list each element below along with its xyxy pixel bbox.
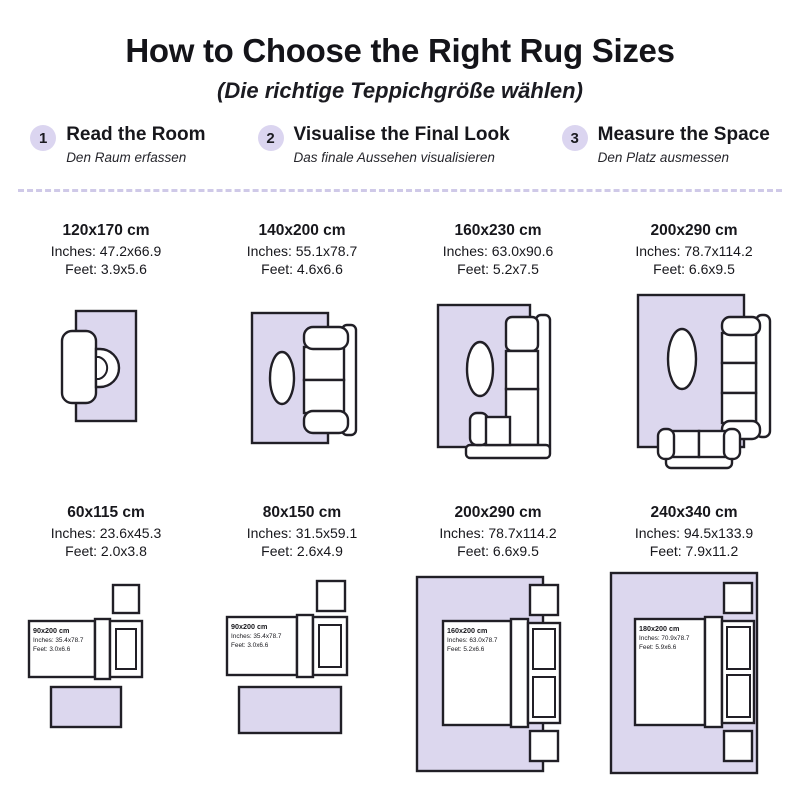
inches-label: Inches: 47.2x66.9 (50, 243, 162, 259)
step-sublabel: Den Raum erfassen (66, 150, 187, 165)
dashed-divider (18, 189, 782, 192)
bed-size-label: 160x200 cm (447, 625, 488, 635)
steps-row (0, 124, 800, 165)
sofa-icon (304, 325, 356, 435)
feet-label: Feet: 6.6x9.5 (457, 543, 539, 560)
step-label: Measure the Space (597, 124, 770, 145)
size-cm-label: 200x290 cm (650, 222, 738, 239)
rug-diagram-60x115 (21, 569, 191, 779)
size-cm-label: 160x230 cm (454, 222, 542, 239)
inches-label: Inches: 23.6x45.3 (50, 524, 162, 541)
pillow-icon (319, 625, 341, 667)
page-title: How to Choose the Right Rug Sizes (125, 32, 675, 69)
size-cm-label: 240x340 cm (650, 503, 738, 521)
inches-label: Inches: 78.7x114.2 (439, 524, 557, 541)
rug-size-grid (8, 222, 792, 784)
bed-feet-label: Feet: 3.0x6.6 (231, 641, 269, 649)
nightstand-icon (530, 731, 558, 761)
bed-icon (443, 619, 560, 727)
bed-inches-label: Inches: 35.4x78.7 (33, 636, 84, 644)
nightstand-icon (724, 583, 752, 613)
nightstand-icon (530, 585, 558, 615)
rug-diagram-140x200 (222, 287, 382, 477)
coffee-table-icon (467, 342, 493, 396)
bed-inches-label: Inches: 70.9x78.7 (639, 634, 690, 642)
size-cm-label: 80x150 cm (262, 503, 342, 521)
loveseat-icon (658, 429, 740, 468)
size-card-200x290-bedroom (400, 504, 596, 784)
rug-swatch (239, 687, 341, 733)
bed-feet-label: Feet: 5.9x6.6 (639, 643, 677, 651)
feet-label: Feet: 2.6x4.9 (261, 543, 343, 560)
rug-diagram-240x340 (609, 569, 779, 779)
step-measure-the-space (562, 124, 770, 165)
size-cm-label: 60x115 cm (67, 503, 145, 521)
feet-label: Feet: 4.6x6.6 (261, 261, 343, 278)
bed-size-label: 90x200 cm (231, 621, 268, 631)
bed-icon (29, 619, 142, 679)
step-label: Visualise the Final Look (293, 124, 510, 145)
rug-diagram-200x290 (614, 287, 774, 477)
size-card-160x230 (400, 222, 596, 482)
coffee-table-icon (270, 352, 294, 404)
inches-label: Inches: 94.5x133.9 (634, 524, 754, 541)
inches-label: Inches: 78.7x114.2 (635, 243, 753, 259)
inches-label: Inches: 55.1x78.7 (246, 243, 358, 259)
inches-label: Inches: 31.5x59.1 (246, 524, 358, 541)
size-card-120x170 (8, 222, 204, 482)
rug-diagram-120x170 (26, 287, 186, 477)
step-visualise-final-look (258, 124, 510, 165)
step-read-the-room (30, 124, 205, 165)
step-sublabel: Den Platz ausmessen (597, 150, 729, 165)
pillow-icon (533, 629, 555, 669)
size-cm-label: 120x170 cm (62, 222, 150, 239)
size-card-140x200 (204, 222, 400, 482)
pillow-icon (727, 627, 750, 669)
step-number-badge: 3 (562, 125, 588, 151)
step-number-badge: 2 (258, 125, 284, 151)
step-sublabel: Das finale Aussehen visualisieren (293, 150, 495, 165)
coffee-table-icon (668, 329, 696, 389)
feet-label: Feet: 7.9x11.2 (649, 543, 739, 560)
bed-inches-label: Inches: 35.4x78.7 (231, 632, 282, 640)
rug-diagram-200x290-bedroom (413, 569, 583, 779)
size-card-200x290 (596, 222, 792, 482)
nightstand-icon (724, 731, 752, 761)
bed-inches-label: Inches: 63.0x78.7 (447, 636, 498, 644)
rug-diagram-80x150 (217, 569, 387, 779)
feet-label: Feet: 3.9x5.6 (65, 261, 147, 278)
size-card-80x150 (204, 504, 400, 784)
step-label: Read the Room (66, 124, 206, 145)
size-cm-label: 140x200 cm (258, 222, 346, 239)
feet-label: Feet: 6.6x9.5 (653, 261, 735, 278)
size-card-60x115 (8, 504, 204, 784)
bed-icon (227, 615, 347, 677)
step-number-badge: 1 (30, 125, 56, 151)
feet-label: Feet: 2.0x3.8 (65, 543, 147, 560)
size-card-240x340 (596, 504, 792, 784)
bed-feet-label: Feet: 3.0x6.6 (33, 645, 71, 653)
pillow-icon (116, 629, 136, 669)
feet-label: Feet: 5.2x7.5 (457, 261, 539, 278)
inches-label: Inches: 63.0x90.6 (442, 243, 554, 259)
page-subtitle: (Die richtige Teppichgröße wählen) (217, 78, 583, 103)
size-cm-label: 200x290 cm (454, 503, 542, 521)
bed-feet-label: Feet: 5.2x6.6 (447, 645, 485, 653)
nightstand-icon (317, 581, 345, 611)
rug-swatch (51, 687, 121, 727)
bed-size-label: 90x200 cm (33, 625, 70, 635)
sofa-icon (722, 315, 770, 439)
pillow-icon (533, 677, 555, 717)
bed-size-label: 180x200 cm (639, 623, 680, 633)
bed-icon (635, 617, 754, 727)
pillow-icon (727, 675, 750, 717)
nightstand-icon (113, 585, 139, 613)
rug-diagram-160x230 (418, 287, 578, 477)
